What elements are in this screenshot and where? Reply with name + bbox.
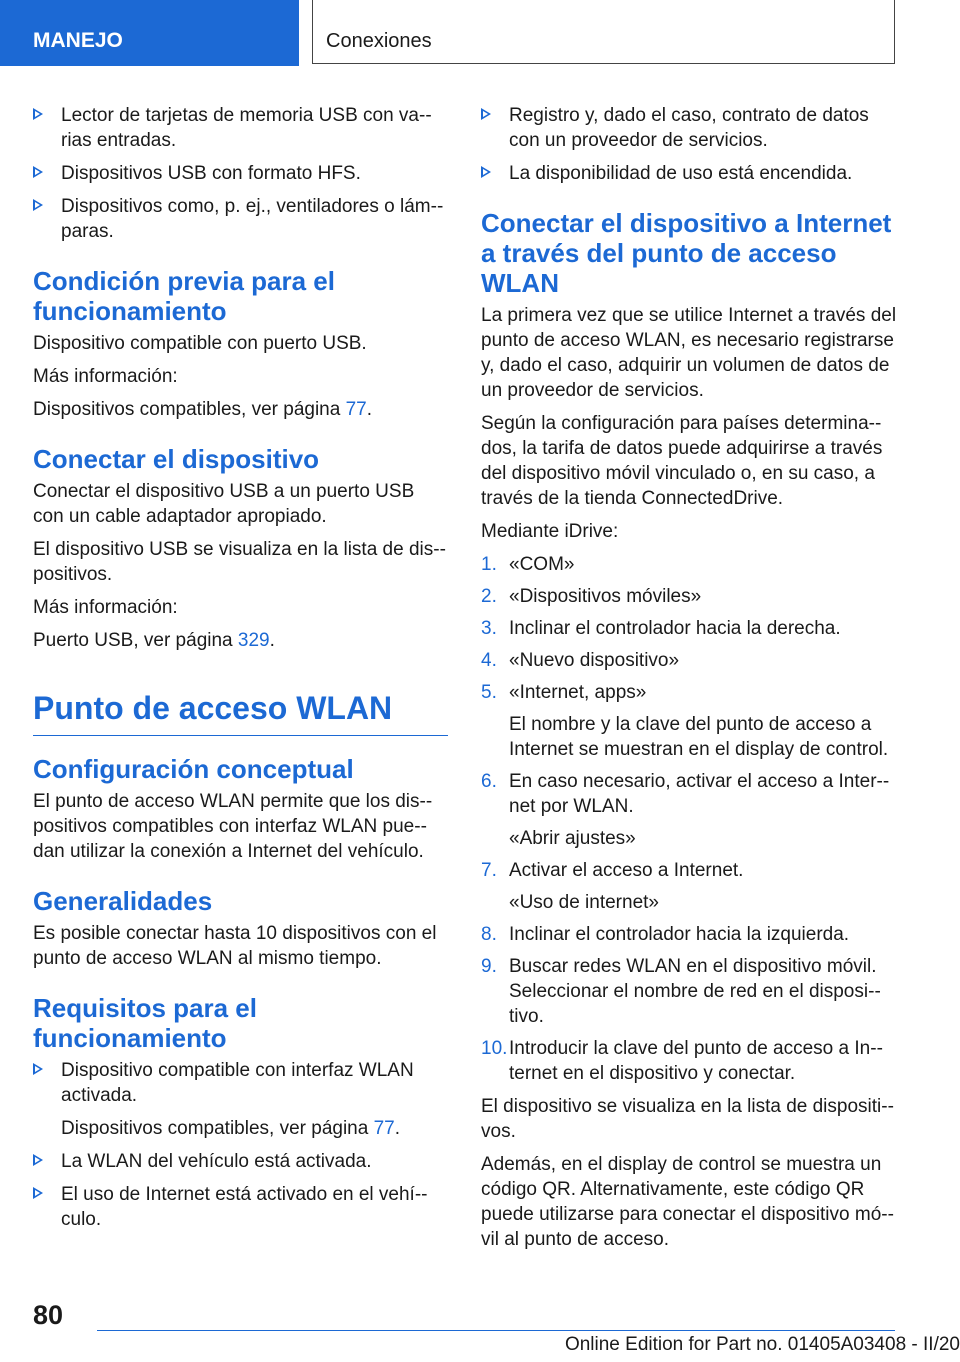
- step-item: 5. «Internet, apps» El nombre y la clave del punto de acceso a Internet se muestran en el display de control.: [481, 680, 899, 762]
- right-column: [481, 103, 899, 1260]
- list-item: Lector de tarjetas de memoria USB con va-rias entradas.: [33, 103, 448, 153]
- step-number: 10.: [481, 1038, 508, 1059]
- wlan-section-title: Punto de acceso WLAN: [33, 689, 448, 736]
- paragraph: Es posible conectar hasta 10 dispositivos con el punto de acceso WLAN al mismo tiempo.: [33, 923, 437, 969]
- chapter-tab: [312, 0, 895, 64]
- triangle-bullet-icon: [33, 1154, 43, 1166]
- page-link[interactable]: 77: [345, 399, 367, 420]
- intro-bullet-list: [33, 103, 448, 244]
- step-item: 1. «COM»: [481, 554, 575, 575]
- step-item: 10. Introducir la clave del punto de acceso a In-ternet en el dispositivo y conectar.: [481, 1038, 883, 1084]
- triangle-bullet-icon: [481, 166, 491, 178]
- paragraph: El dispositivo USB se visualiza en la lista de dis-positivos.: [33, 539, 446, 585]
- triangle-bullet-icon: [33, 108, 43, 120]
- step-note: El nombre y la clave del punto de acceso a Internet se muestran en el display de control.: [509, 714, 889, 760]
- step-item: 7. Activar el acceso a Internet. «Uso de internet»: [481, 858, 899, 915]
- step-number: 4.: [481, 650, 497, 671]
- step-item: 9. Buscar redes WLAN en el dispositivo móvil. Seleccionar el nombre de red en el disposi-tivo.: [481, 956, 881, 1027]
- footer-divider: [97, 1330, 895, 1331]
- prereq-heading: Condición previa para el funcionamiento: [33, 266, 335, 326]
- requirements-heading: Requisitos para el funcionamiento: [33, 993, 257, 1053]
- step-number: 5.: [481, 682, 497, 703]
- page-link[interactable]: 77: [373, 1118, 395, 1139]
- edition-footer: Online Edition for Part no. 01405A03408 - II/20: [564, 1334, 960, 1355]
- list-item: Dispositivos USB con formato HFS.: [33, 161, 448, 186]
- paragraph: La primera vez que se utilice Internet a través del punto de acceso WLAN, es necesario registrarse y, dado el caso, adquirir un volumen de datos de un proveedor de servicios.: [481, 305, 897, 401]
- page-number: 80: [33, 1300, 64, 1330]
- paragraph: Más información:: [33, 366, 178, 387]
- paragraph: Dispositivos compatibles, ver página 77.: [33, 399, 373, 420]
- triangle-bullet-icon: [33, 199, 43, 211]
- concept-heading: Configuración conceptual: [33, 754, 354, 784]
- connect-heading: Conectar el dispositivo: [33, 444, 320, 474]
- step-number: 2.: [481, 586, 497, 607]
- right-bullet-list: [481, 103, 899, 186]
- triangle-bullet-icon: [33, 1187, 43, 1199]
- step-list: [481, 552, 899, 1086]
- step-number: 6.: [481, 771, 497, 792]
- section-label: MANEJO: [33, 29, 123, 52]
- list-item: Registro y, dado el caso, contrato de datos con un proveedor de servicios.: [481, 103, 899, 153]
- chapter-label: Conexiones: [326, 30, 432, 52]
- step-item: 8. Inclinar el controlador hacia la izquierda.: [481, 924, 850, 945]
- list-item: El uso de Internet está activado en el vehí-culo.: [33, 1182, 448, 1232]
- step-item: 2. «Dispositivos móviles»: [481, 586, 702, 607]
- triangle-bullet-icon: [33, 1063, 43, 1075]
- paragraph: El punto de acceso WLAN permite que los dis-positivos compatibles con interfaz WLAN pue-dan utilizar la conexión a Internet del vehículo.: [33, 791, 433, 862]
- step-note: «Abrir ajustes»: [509, 828, 636, 849]
- paragraph: Mediante iDrive:: [481, 521, 619, 542]
- step-number: 9.: [481, 956, 497, 977]
- list-item: Dispositivo compatible con interfaz WLAN activada. Dispositivos compatibles, ver página 77.: [33, 1058, 448, 1141]
- step-item: 6. En caso necesario, activar el acceso a Inter-net por WLAN. «Abrir ajustes»: [481, 769, 899, 851]
- paragraph: Conectar el dispositivo USB a un puerto USB con un cable adaptador apropiado.: [33, 481, 415, 527]
- requirements-list: [33, 1058, 448, 1232]
- page-link[interactable]: 329: [237, 630, 270, 651]
- paragraph: El dispositivo se visualiza en la lista de dispositi-vos.: [481, 1096, 894, 1142]
- step-item: 3. Inclinar el controlador hacia la derecha.: [481, 618, 841, 639]
- step-note: «Uso de internet»: [509, 892, 659, 913]
- general-heading: Generalidades: [33, 886, 213, 916]
- triangle-bullet-icon: [481, 108, 491, 120]
- internet-heading: Conectar el dispositivo a Internet a través del punto de acceso WLAN: [481, 208, 892, 298]
- triangle-bullet-icon: [33, 166, 43, 178]
- paragraph: Además, en el display de control se muestra un código QR. Alternativamente, este código QR puede utilizarse para conectar el dispositivo mó-vil al punto de acceso.: [481, 1154, 894, 1250]
- step-number: 1.: [481, 554, 497, 575]
- step-number: 8.: [481, 924, 497, 945]
- section-tab: [0, 0, 299, 66]
- paragraph: Según la configuración para países determina-dos, la tarifa de datos puede adquirirse a través del dispositivo móvil vinculado o, en su caso, a través de la tienda ConnectedDrive.: [481, 413, 883, 509]
- left-column: [33, 103, 448, 1240]
- step-number: 7.: [481, 860, 497, 881]
- paragraph: Puerto USB, ver página 329.: [33, 630, 275, 651]
- list-item-note: Dispositivos compatibles, ver página 77.: [61, 1118, 401, 1139]
- step-item: 4. «Nuevo dispositivo»: [481, 650, 680, 671]
- paragraph: Dispositivo compatible con puerto USB.: [33, 333, 367, 354]
- list-item: Dispositivos como, p. ej., ventiladores o lám-paras.: [33, 194, 448, 244]
- paragraph: Más información:: [33, 597, 178, 618]
- list-item: La disponibilidad de uso está encendida.: [481, 161, 899, 186]
- list-item: La WLAN del vehículo está activada.: [33, 1149, 448, 1174]
- step-number: 3.: [481, 618, 497, 639]
